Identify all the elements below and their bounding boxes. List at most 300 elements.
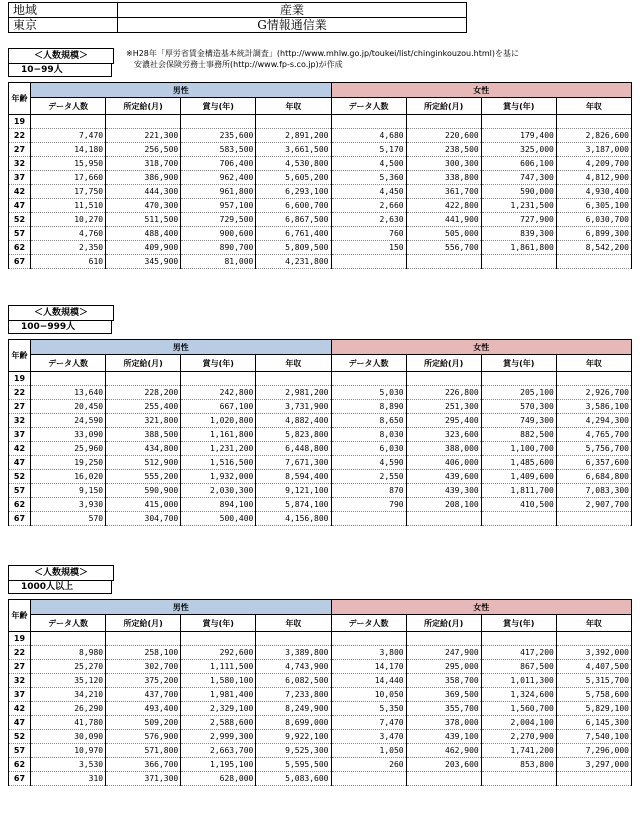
value-cell (181, 372, 256, 386)
value-cell: 81,000 (181, 255, 256, 269)
column-header: データ人数 (331, 98, 406, 115)
header-table (8, 2, 467, 33)
value-cell: 5,315,700 (556, 674, 631, 688)
value-cell (406, 772, 481, 786)
age-cell: 22 (9, 386, 31, 400)
value-cell: 5,360 (331, 171, 406, 185)
table-row (9, 115, 632, 129)
age-cell: 32 (9, 414, 31, 428)
value-cell: 406,000 (406, 456, 481, 470)
value-cell: 260 (331, 758, 406, 772)
value-cell: 583,500 (181, 143, 256, 157)
column-header: データ人数 (331, 355, 406, 372)
value-cell (106, 632, 181, 646)
value-cell: 6,448,800 (256, 442, 331, 456)
value-cell: 256,500 (106, 143, 181, 157)
table-row (9, 688, 632, 702)
value-cell: 2,030,300 (181, 484, 256, 498)
value-cell: 7,540,100 (556, 730, 631, 744)
value-cell: 606,100 (481, 157, 556, 171)
value-cell: 5,809,500 (256, 241, 331, 255)
value-cell (556, 372, 631, 386)
column-header: 賞与(年) (481, 98, 556, 115)
value-cell: 1,324,600 (481, 688, 556, 702)
value-cell: 853,800 (481, 758, 556, 772)
value-cell: 238,500 (406, 143, 481, 157)
value-cell (256, 632, 331, 646)
value-cell: 5,874,100 (256, 498, 331, 512)
table-row (9, 143, 632, 157)
value-cell: 890,700 (181, 241, 256, 255)
age-cell: 67 (9, 512, 31, 526)
value-cell: 444,300 (106, 185, 181, 199)
value-cell: 6,899,300 (556, 227, 631, 241)
value-cell (556, 512, 631, 526)
value-cell: 4,882,400 (256, 414, 331, 428)
column-header: 年収 (256, 355, 331, 372)
value-cell (31, 632, 106, 646)
table-row (9, 442, 632, 456)
value-cell (556, 115, 631, 129)
value-cell: 388,500 (106, 428, 181, 442)
value-cell (31, 115, 106, 129)
age-cell: 42 (9, 702, 31, 716)
value-cell: 292,600 (181, 646, 256, 660)
value-cell: 41,780 (31, 716, 106, 730)
value-cell: 511,500 (106, 213, 181, 227)
value-cell: 5,350 (331, 702, 406, 716)
value-cell: 4,680 (331, 129, 406, 143)
value-cell: 5,030 (331, 386, 406, 400)
age-header: 年齢 (9, 600, 31, 632)
industry-label: 産業 (118, 3, 467, 18)
value-cell: 6,293,100 (256, 185, 331, 199)
age-cell: 57 (9, 227, 31, 241)
table-row (9, 157, 632, 171)
value-cell: 371,300 (106, 772, 181, 786)
value-cell: 590,900 (106, 484, 181, 498)
value-cell: 441,900 (406, 213, 481, 227)
value-cell: 4,590 (331, 456, 406, 470)
value-cell (256, 372, 331, 386)
value-cell: 9,150 (31, 484, 106, 498)
value-cell: 3,187,000 (556, 143, 631, 157)
value-cell: 488,400 (106, 227, 181, 241)
table-row (9, 470, 632, 484)
value-cell: 300,300 (406, 157, 481, 171)
table-row (9, 171, 632, 185)
value-cell: 6,145,300 (556, 716, 631, 730)
value-cell: 570,300 (481, 400, 556, 414)
age-cell: 37 (9, 171, 31, 185)
value-cell (181, 632, 256, 646)
value-cell: 415,000 (106, 498, 181, 512)
size-range: 1000人以上 (8, 580, 112, 594)
value-cell (331, 512, 406, 526)
industry-value: G情報通信業 (118, 18, 467, 33)
salary-table (8, 82, 632, 269)
value-cell: 355,700 (406, 702, 481, 716)
table-row (9, 456, 632, 470)
value-cell: 957,100 (181, 199, 256, 213)
value-cell (331, 772, 406, 786)
value-cell: 8,699,000 (256, 716, 331, 730)
value-cell: 6,761,400 (256, 227, 331, 241)
value-cell: 509,200 (106, 716, 181, 730)
value-cell: 8,980 (31, 646, 106, 660)
value-cell: 10,050 (331, 688, 406, 702)
value-cell: 247,900 (406, 646, 481, 660)
source-note-line2: 安濃社会保険労務士事務所(http://www.fp-s.co.jp)が作成 (134, 60, 343, 69)
value-cell: 179,400 (481, 129, 556, 143)
value-cell (481, 632, 556, 646)
age-cell: 27 (9, 400, 31, 414)
value-cell (481, 255, 556, 269)
value-cell: 4,294,300 (556, 414, 631, 428)
column-header: データ人数 (31, 355, 106, 372)
value-cell: 8,249,900 (256, 702, 331, 716)
column-header: 所定給(月) (406, 355, 481, 372)
value-cell: 2,004,100 (481, 716, 556, 730)
value-cell: 870 (331, 484, 406, 498)
value-cell: 4,812,900 (556, 171, 631, 185)
value-cell: 7,233,800 (256, 688, 331, 702)
value-cell: 571,800 (106, 744, 181, 758)
table-row (9, 213, 632, 227)
value-cell: 729,500 (181, 213, 256, 227)
value-cell: 30,090 (31, 730, 106, 744)
table-row (9, 241, 632, 255)
value-cell: 962,400 (181, 171, 256, 185)
table-row (9, 227, 632, 241)
column-header: 所定給(月) (106, 615, 181, 632)
value-cell: 628,000 (181, 772, 256, 786)
value-cell: 434,800 (106, 442, 181, 456)
age-cell: 19 (9, 372, 31, 386)
value-cell (406, 255, 481, 269)
value-cell: 4,231,800 (256, 255, 331, 269)
female-header: 女性 (331, 340, 632, 355)
value-cell: 228,200 (106, 386, 181, 400)
value-cell: 1,580,100 (181, 674, 256, 688)
value-cell: 439,100 (406, 730, 481, 744)
table-row (9, 758, 632, 772)
table-row (9, 185, 632, 199)
value-cell: 2,270,900 (481, 730, 556, 744)
value-cell: 361,700 (406, 185, 481, 199)
male-header: 男性 (31, 83, 332, 98)
value-cell: 3,800 (331, 646, 406, 660)
column-header: 所定給(月) (106, 355, 181, 372)
value-cell: 4,450 (331, 185, 406, 199)
value-cell: 5,756,700 (556, 442, 631, 456)
value-cell: 8,542,200 (556, 241, 631, 255)
value-cell: 4,530,800 (256, 157, 331, 171)
value-cell: 2,630 (331, 213, 406, 227)
value-cell: 417,200 (481, 646, 556, 660)
column-header: 所定給(月) (406, 615, 481, 632)
column-header: 賞与(年) (481, 355, 556, 372)
value-cell: 1,011,300 (481, 674, 556, 688)
value-cell: 590,000 (481, 185, 556, 199)
column-header: 賞与(年) (181, 355, 256, 372)
table-row (9, 428, 632, 442)
age-cell: 67 (9, 255, 31, 269)
value-cell: 375,200 (106, 674, 181, 688)
value-cell: 302,700 (106, 660, 181, 674)
age-cell: 42 (9, 185, 31, 199)
value-cell: 610 (31, 255, 106, 269)
value-cell: 14,180 (31, 143, 106, 157)
age-cell: 37 (9, 428, 31, 442)
value-cell: 17,660 (31, 171, 106, 185)
value-cell: 220,600 (406, 129, 481, 143)
region-value: 東京 (9, 18, 118, 33)
value-cell: 493,400 (106, 702, 181, 716)
value-cell: 7,083,300 (556, 484, 631, 498)
column-header: 賞与(年) (181, 615, 256, 632)
value-cell: 295,000 (406, 660, 481, 674)
value-cell: 1,020,800 (181, 414, 256, 428)
value-cell: 790 (331, 498, 406, 512)
value-cell: 33,090 (31, 428, 106, 442)
value-cell: 345,900 (106, 255, 181, 269)
table-row (9, 744, 632, 758)
value-cell: 2,926,700 (556, 386, 631, 400)
value-cell: 2,999,300 (181, 730, 256, 744)
value-cell: 4,209,700 (556, 157, 631, 171)
age-cell: 62 (9, 498, 31, 512)
source-note-line1: ※H28年「厚労省賃金構造基本統計調査」(http://www.mhlw.go.jp/toukei/list/chinginkouzou.html)を基に (126, 49, 520, 58)
value-cell: 9,922,100 (256, 730, 331, 744)
value-cell: 17,750 (31, 185, 106, 199)
value-cell: 325,000 (481, 143, 556, 157)
value-cell: 6,357,600 (556, 456, 631, 470)
value-cell: 8,030 (331, 428, 406, 442)
value-cell: 4,407,500 (556, 660, 631, 674)
value-cell: 2,350 (31, 241, 106, 255)
value-cell: 1,050 (331, 744, 406, 758)
value-cell: 867,500 (481, 660, 556, 674)
value-cell: 6,030,700 (556, 213, 631, 227)
value-cell: 310 (31, 772, 106, 786)
value-cell (481, 772, 556, 786)
value-cell: 3,389,800 (256, 646, 331, 660)
column-header: 賞与(年) (181, 98, 256, 115)
value-cell: 11,510 (31, 199, 106, 213)
value-cell: 2,550 (331, 470, 406, 484)
value-cell: 2,891,200 (256, 129, 331, 143)
age-cell: 32 (9, 674, 31, 688)
value-cell (406, 115, 481, 129)
value-cell: 1,861,800 (481, 241, 556, 255)
value-cell: 6,082,500 (256, 674, 331, 688)
age-cell: 37 (9, 688, 31, 702)
female-header: 女性 (331, 600, 632, 615)
value-cell: 318,700 (106, 157, 181, 171)
age-cell: 47 (9, 199, 31, 213)
age-cell: 19 (9, 115, 31, 129)
value-cell: 6,600,700 (256, 199, 331, 213)
size-badge: ＜人数規模＞ (8, 565, 114, 581)
value-cell: 882,500 (481, 428, 556, 442)
value-cell: 221,300 (106, 129, 181, 143)
value-cell: 3,930 (31, 498, 106, 512)
value-cell: 1,231,500 (481, 199, 556, 213)
value-cell: 706,400 (181, 157, 256, 171)
value-cell: 1,932,000 (181, 470, 256, 484)
value-cell: 235,600 (181, 129, 256, 143)
value-cell: 410,500 (481, 498, 556, 512)
column-header: 年収 (256, 98, 331, 115)
table-row (9, 414, 632, 428)
value-cell: 14,440 (331, 674, 406, 688)
value-cell: 150 (331, 241, 406, 255)
age-cell: 57 (9, 744, 31, 758)
value-cell: 839,300 (481, 227, 556, 241)
value-cell: 3,731,900 (256, 400, 331, 414)
value-cell: 4,760 (31, 227, 106, 241)
value-cell: 16,020 (31, 470, 106, 484)
age-cell: 52 (9, 213, 31, 227)
value-cell: 3,392,000 (556, 646, 631, 660)
value-cell: 13,640 (31, 386, 106, 400)
table-row (9, 660, 632, 674)
value-cell: 5,758,600 (556, 688, 631, 702)
size-badge: ＜人数規模＞ (8, 305, 114, 321)
value-cell: 470,300 (106, 199, 181, 213)
value-cell: 422,800 (406, 199, 481, 213)
value-cell: 8,890 (331, 400, 406, 414)
column-header: 所定給(月) (106, 98, 181, 115)
region-label: 地域 (9, 3, 118, 18)
age-cell: 67 (9, 772, 31, 786)
value-cell (106, 115, 181, 129)
value-cell: 505,000 (406, 227, 481, 241)
value-cell: 4,765,700 (556, 428, 631, 442)
value-cell: 226,800 (406, 386, 481, 400)
value-cell: 9,525,300 (256, 744, 331, 758)
table-row (9, 129, 632, 143)
value-cell: 338,800 (406, 171, 481, 185)
value-cell: 3,586,100 (556, 400, 631, 414)
age-cell: 52 (9, 730, 31, 744)
value-cell (481, 372, 556, 386)
table-row (9, 632, 632, 646)
value-cell: 1,485,600 (481, 456, 556, 470)
table-row (9, 498, 632, 512)
value-cell: 9,121,100 (256, 484, 331, 498)
table-row (9, 386, 632, 400)
value-cell: 358,700 (406, 674, 481, 688)
value-cell: 894,100 (181, 498, 256, 512)
age-cell: 32 (9, 157, 31, 171)
table-row (9, 702, 632, 716)
column-header: 所定給(月) (406, 98, 481, 115)
table-row (9, 484, 632, 498)
value-cell: 295,400 (406, 414, 481, 428)
column-header: 賞与(年) (481, 615, 556, 632)
value-cell: 5,170 (331, 143, 406, 157)
female-header: 女性 (331, 83, 632, 98)
age-cell: 52 (9, 470, 31, 484)
value-cell: 4,500 (331, 157, 406, 171)
value-cell: 570 (31, 512, 106, 526)
value-cell: 388,000 (406, 442, 481, 456)
age-cell: 19 (9, 632, 31, 646)
value-cell: 2,981,200 (256, 386, 331, 400)
value-cell: 258,100 (106, 646, 181, 660)
value-cell: 500,400 (181, 512, 256, 526)
value-cell: 3,470 (331, 730, 406, 744)
value-cell: 6,305,100 (556, 199, 631, 213)
value-cell: 1,195,100 (181, 758, 256, 772)
table-row (9, 512, 632, 526)
male-header: 男性 (31, 340, 332, 355)
value-cell: 1,811,700 (481, 484, 556, 498)
value-cell (106, 372, 181, 386)
age-cell: 22 (9, 646, 31, 660)
value-cell: 961,800 (181, 185, 256, 199)
value-cell: 7,470 (331, 716, 406, 730)
column-header: 年収 (256, 615, 331, 632)
value-cell: 2,907,700 (556, 498, 631, 512)
column-header: データ人数 (31, 615, 106, 632)
age-cell: 62 (9, 758, 31, 772)
value-cell: 2,329,100 (181, 702, 256, 716)
value-cell (481, 115, 556, 129)
value-cell: 8,594,400 (256, 470, 331, 484)
value-cell: 26,290 (31, 702, 106, 716)
value-cell: 5,829,100 (556, 702, 631, 716)
value-cell: 900,600 (181, 227, 256, 241)
value-cell: 10,270 (31, 213, 106, 227)
value-cell: 437,700 (106, 688, 181, 702)
value-cell: 556,700 (406, 241, 481, 255)
value-cell: 14,170 (331, 660, 406, 674)
value-cell (256, 115, 331, 129)
value-cell: 409,900 (106, 241, 181, 255)
value-cell (181, 115, 256, 129)
value-cell: 6,867,500 (256, 213, 331, 227)
value-cell: 321,800 (106, 414, 181, 428)
size-badge: ＜人数規模＞ (8, 48, 114, 64)
value-cell (406, 632, 481, 646)
value-cell (331, 632, 406, 646)
value-cell: 6,030 (331, 442, 406, 456)
male-header: 男性 (31, 600, 332, 615)
value-cell: 24,590 (31, 414, 106, 428)
value-cell: 1,231,200 (181, 442, 256, 456)
table-row (9, 372, 632, 386)
value-cell: 2,660 (331, 199, 406, 213)
table-row (9, 674, 632, 688)
value-cell: 2,588,600 (181, 716, 256, 730)
value-cell: 747,300 (481, 171, 556, 185)
table-row (9, 772, 632, 786)
value-cell: 6,684,800 (556, 470, 631, 484)
age-header: 年齢 (9, 340, 31, 372)
age-cell: 27 (9, 143, 31, 157)
age-cell: 27 (9, 660, 31, 674)
value-cell (331, 115, 406, 129)
value-cell: 1,111,500 (181, 660, 256, 674)
value-cell: 4,156,800 (256, 512, 331, 526)
value-cell: 7,470 (31, 129, 106, 143)
value-cell: 4,930,400 (556, 185, 631, 199)
value-cell (556, 632, 631, 646)
age-cell: 42 (9, 442, 31, 456)
